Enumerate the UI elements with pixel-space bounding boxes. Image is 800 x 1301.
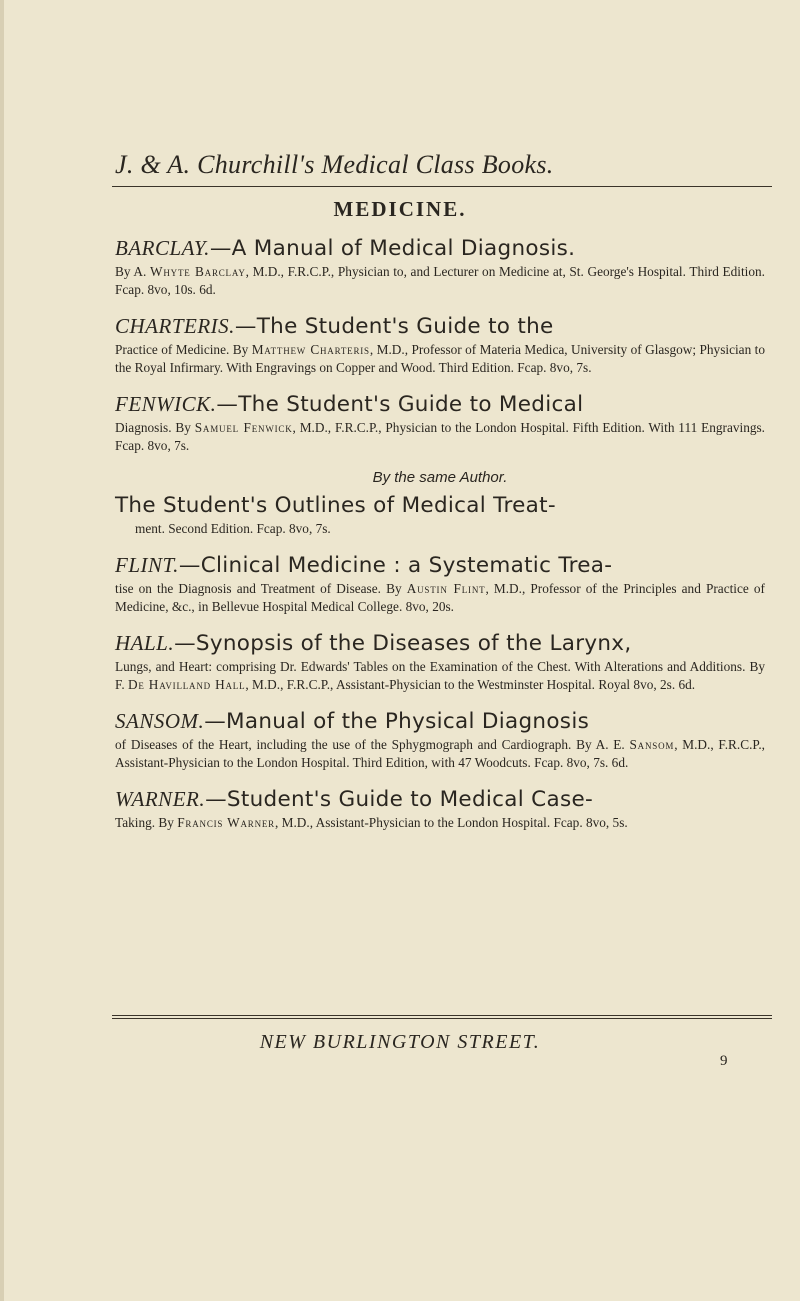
entry-charteris: [115, 313, 765, 377]
entry-text: , M.D., F.R.C.P., Assistant-Physician to the Westminster Hospital. Royal 8vo, 2s. 6d.: [245, 677, 696, 692]
entry-text: By A.: [115, 264, 150, 279]
entry-text: tise on the Diagnosis and Treatment of Disease. By: [115, 581, 407, 596]
entry-text: , M.D., F.R.C.P., Assistant-Physician to the London Hospital. Third Edition, with 47 Woodcuts. Fcap. 8vo, 7s. 6d.: [115, 737, 765, 770]
entry-author-name: Sansom: [629, 737, 675, 752]
entry-heading: [115, 235, 765, 262]
entry-heading: [115, 708, 765, 735]
entry-heading: [115, 786, 765, 813]
entry-title: —Student's Guide to Medical Case-: [205, 787, 594, 812]
entry-text: of Diseases of the Heart, including the use of the Sphygmograph and Cardiograph. By A. E.: [115, 737, 630, 752]
entry-author: CHARTERIS.: [115, 314, 235, 338]
entry-title: —A Manual of Medical Diagnosis.: [209, 236, 576, 261]
entry-sansom: [115, 708, 765, 772]
entry-list: [115, 235, 765, 846]
entry-title: —Synopsis of the Diseases of the Larynx,: [174, 631, 632, 656]
entry-author-name: Samuel Fenwick: [194, 420, 293, 435]
entry-description: [115, 814, 765, 832]
entry-description: [115, 419, 765, 455]
entry-fenwick: [115, 391, 765, 455]
entry-text: Taking. By: [115, 815, 178, 830]
entry-text: , M.D., F.R.C.P., Physician to, and Lecturer on Medicine at, St. George's Hospital. Third Edition. Fcap. 8vo, 10s. 6d.: [115, 264, 766, 297]
entry-author: FLINT.: [115, 553, 179, 577]
entry-author-name: Whyte Barclay: [150, 264, 246, 279]
entry-title: —Manual of the Physical Diagnosis: [204, 709, 590, 734]
entry-author: FENWICK.: [115, 392, 217, 416]
footer-imprint: NEW BURLINGTON STREET.: [259, 1031, 541, 1053]
entry-title: —The Student's Guide to the: [234, 314, 554, 339]
entry-title: The Student's Outlines of Medical Treat-: [115, 493, 556, 518]
entry-heading: [115, 391, 765, 418]
entry-author: BARCLAY.: [115, 236, 210, 260]
entry-description: [115, 580, 765, 616]
entry-text: , M.D., Assistant-Physician to the London Hospital. Fcap. 8vo, 5s.: [274, 815, 628, 830]
entry-hall: [115, 630, 765, 694]
section-title: MEDICINE.: [333, 197, 467, 221]
entry-heading: [115, 630, 765, 657]
page-number: 9: [720, 1053, 728, 1069]
entry-author-name: Matthew Charteris: [251, 342, 370, 357]
entry-author-name: Austin Flint: [406, 581, 486, 596]
entry-title: —The Student's Guide to Medical: [216, 392, 584, 417]
entry-barclay: [115, 235, 765, 299]
entry-author-name: De Havilland Hall: [127, 677, 246, 692]
entry-text: Practice of Medicine. By: [115, 342, 252, 357]
page-edge: [0, 0, 4, 1301]
entry-text: , M.D., Professor of the Principles and Practice of Medicine, &c., in Bellevue Hospital Medical College. 8vo, 20s.: [115, 581, 765, 614]
entry-author: HALL.: [115, 631, 175, 655]
entry-fenwick-outlines: [115, 492, 765, 538]
footer-rule: [112, 1018, 772, 1019]
entry-author: WARNER.: [115, 787, 206, 811]
entry-flint: [115, 552, 765, 616]
header-rule: [112, 186, 772, 187]
entry-description: [115, 658, 765, 694]
entry-text: Diagnosis. By: [115, 420, 195, 435]
entry-warner: [115, 786, 765, 832]
same-author-label: By the same Author.: [372, 469, 508, 486]
footer-rule: [112, 1015, 772, 1016]
entry-text: , M.D., Professor of Materia Medica, University of Glasgow; Physician to the Royal Infirmary. With Engravings on Copper and Wood. Third Edition. Fcap. 8vo, 7s.: [115, 342, 765, 375]
running-head: J. & A. Churchill's Medical Class Books.: [115, 150, 554, 179]
entry-author: SANSOM.: [115, 709, 205, 733]
entry-heading: [115, 552, 765, 579]
entry-description: [115, 263, 765, 299]
entry-description: [115, 736, 765, 772]
entry-author-name: Francis Warner: [177, 815, 275, 830]
entry-description: [115, 341, 765, 377]
entry-description: ment. Second Edition. Fcap. 8vo, 7s.: [135, 521, 331, 536]
entry-title: —Clinical Medicine : a Systematic Trea-: [178, 553, 613, 578]
entry-text: Lungs, and Heart: comprising Dr. Edwards' Tables on the Examination of the Chest. With Alterations and Additions. By F.: [115, 659, 765, 692]
entry-heading: [115, 313, 765, 340]
entry-text: , M.D., F.R.C.P., Physician to the London Hospital. Fifth Edition. With 111 Engravings. Fcap. 8vo, 7s.: [115, 420, 765, 453]
